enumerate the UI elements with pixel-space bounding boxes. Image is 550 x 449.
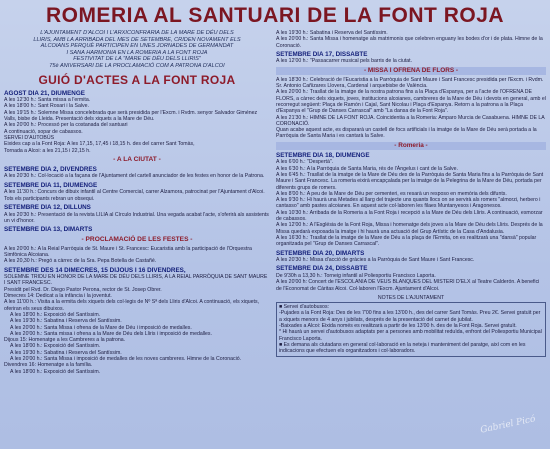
- event-line: A les 18'30 h.: Celebració de l'Eucaristia a la Parròquia de Sant Maure i Sant Francesc presidida per l'Excm. i Rvdm. Sr. Antonio Cañizares Llovera, Cardenal i arquebisbe de València.: [276, 76, 544, 90]
- section-heading: - Romeria -: [276, 142, 546, 150]
- event-line: A les 6'30 h.: A la Parròquia de Santa Maria, rés de l'Àngelus i cant de la Salve.: [276, 165, 458, 172]
- section-heading: - PROCLAMACIÓ DE LES FESTES -: [81, 235, 193, 243]
- intro-line: 75è ANIVERSARI DE LA PROCLAMACIÓ COM A PATRONA D'ALCOI: [49, 62, 225, 69]
- date-heading: SETEMBRE DIA 2, DIVENDRES: [4, 165, 97, 173]
- event-line: Eixides cap a la Font Roja: A les 17,15, 17,45 i 18,15 h. des del carrer Sant Tomàs,: [4, 141, 195, 148]
- event-line: A les 18'00 h.: Sant Rosari i la Salve.: [4, 103, 89, 110]
- event-line: A les 18'00 h.: Exposició del Santíssim.: [10, 343, 101, 350]
- event-line: Presidit pel Rvd. Dr. Diego Pastor Perona, rector de St. Josep Obrer.: [4, 286, 162, 293]
- event-line: Divendres 16: Homenatge a la família.: [4, 362, 93, 369]
- date-heading: SETEMBRE DIA 17, DISSABTE: [276, 50, 368, 58]
- event-line: A les 8'00 h.: A peu de la Mare de Déu per cementeri, es resarà un resposo en memòria dels difunts.: [276, 190, 507, 197]
- event-line: A les 19'30 h.: Sabatina i Reserva del Santíssim.: [10, 318, 122, 325]
- event-line: A les 19'30 h.: Sabatina i Reserva del Santíssim.: [10, 349, 122, 356]
- date-heading: AGOST DIA 21, DIUMENGE: [4, 89, 85, 97]
- event-line: A les 12'00 h.: "Passacarrer musical pels barris de la ciutat.: [276, 58, 413, 65]
- event-line: A les 20'00 h.: A la Reial Parròquia de St. Maure i St. Francesc: Eucaristia amb la participació de l'Orquestra Simfònica Alcoiana.: [4, 245, 252, 258]
- event-line: Tornada a Alcoi: a les 21,15 i 22,15 h.: [4, 147, 91, 154]
- event-line: A les 10'30 h.: Arribada de la Romeria a la Font Roja i recepció a la Mare de Déu dels Lliris. A continuació, esmorzar de cabassos.: [276, 209, 543, 223]
- notes-box: [276, 302, 546, 356]
- event-line: Dimecres 14: Dedicat a la infància i la joventut.: [4, 293, 112, 300]
- notes-heading: NOTES DE L'AJUNTAMENT: [377, 294, 445, 301]
- intro-line: FESTIVITAT DE LA "MARE DE DÉU DELS LLIRIS": [73, 56, 201, 63]
- event-line: A les 20'00 h.: Santa Missa i homenatge als matrimonis que celebren enguany les bodes d'or i de plata. Himne de la Coronació.: [276, 36, 543, 49]
- event-line: A les 20'00 h: Concert de l'ESCOLANIA DE VEUS BLANQUES DEL MISTERI D'ELX al Teatre Calderón. A benefici de l'Economat de Càritas Alcoi. Col·laboren l'Excm. Ajuntament d'Alcoi.: [276, 279, 540, 292]
- intro-text: [4, 30, 270, 70]
- intro-line: I SANA HARMONIA EN LA ROMERIA A LA FONT ROJA: [66, 49, 208, 56]
- event-line: A les 11'30 h.: Concurs de dibuix infantil al Centre Comercial, carrer Alzamora, patrocinat per l'Ajuntament d'Alcoi. Tots els participants rebran un obsequi.: [4, 189, 265, 202]
- event-line: A les 20'00 h.: Santa Missa i ofrena de la Mare de Déu i imposició de medalles.: [10, 324, 192, 331]
- right-column: [276, 30, 546, 357]
- event-line: A les 9'30 h.: Hi haurà una Metades al llarg del trajecte uns quants llocs on se servirà als romers "almorzi, herbero i cantasso" amb pastes alcoianes. En aquest acte col·laboren les filaes Muntanyesos i Aragonesos.: [276, 197, 541, 210]
- program-heading: GUIÓ D'ACTES A LA FONT ROJA: [38, 72, 236, 87]
- event-line: A les 12'30 h.: Santa missa a l'ermita.: [4, 97, 91, 104]
- event-line: Dijous 15: Homenatge a les Cambreres a la patrona.: [4, 337, 126, 344]
- section-heading: - MISSA I OFRENA DE FLORS -: [276, 67, 546, 75]
- note-line: -Baixades a Alcoi: Eixida només es realitzarà a partir de les 13'00 h. des de la Font Roja. Servei gratuït.: [279, 323, 517, 330]
- note-line: * Hi haurà un servei d'autobusos adaptats per a persones amb mobilitat reduïda, enfront del Poliesportiu Municipal Francisco Laporta.: [279, 329, 542, 342]
- date-heading: SETEMBRE DES 14 DIMECRES, 15 DIJOUS I 16 DIVENDRES,: [4, 266, 186, 274]
- intro-line: ALCOIANS PERQUÈ PARTICIPEN EN UNES JORNADES DE GERMANDAT: [40, 43, 234, 50]
- event-line: A les 16'30 h.: Trasllat de la imatge de la Mare de Déu a la plaça de l'Ermita, on es realitzarà una "dansà" popular organitzada pel "Grup de Danses Carrascal".: [276, 234, 537, 248]
- event-line: A les 20'00 h.: Trasllat de la imatge de la nostra patrona fins a la Plaça d'Espanya, per a l'acte de l'OFRENA DE FLORS, a càrrec dels xiquets, joves, institucions alcoianes, cambreres de la Mare de Déu i devots en general, amb el recorregut següent: Plaça de Ramón i Cajal, Sant Nicolau i Plaça d'Espanya. Retorn a la patrona a la Plaça d'Espanya el "Grup de Danses Carrascal" amb "La dansa de la Font Roja".: [276, 89, 546, 115]
- date-heading: SETEMBRE DIA 20, DIMARTS: [276, 249, 365, 257]
- date-heading: SETEMBRE DIA 11, DIUMENGE: [4, 181, 98, 189]
- event-line: A les 11'00 h.: Visita a la ermita dels xiquets dels col·legis de Nº Sª dels Lliris d'Alcoi. A continuació, els xiquets, oferiran els seus dibuixos.: [4, 299, 260, 312]
- intro-line: LLIRIS, AMB LA ARRIBADA DEL MES DE SETEMBRE, CRIDEN NOVAMENT ELS: [33, 36, 241, 43]
- event-line: De 9'30h a 13,30 h.: Torneig infantil al Poliesportiu Francisco Laporta.: [276, 272, 436, 279]
- event-line: A les 20,30 h.: Pregó a càrrec de la Sra. Pepa Botella de Castañé.: [4, 258, 157, 265]
- event-line: A les 20'00 h.: Santa Missa i imposició de medalles de les noves cambreres. Himne de la Coronació.: [10, 356, 242, 363]
- left-events: [4, 90, 270, 375]
- note-line: ■ Servei d'autobusos:: [279, 304, 329, 311]
- page-title: ROMERIA AL SANTUARI DE LA FONT ROJA: [45, 4, 505, 27]
- left-column: [4, 30, 270, 375]
- event-line: SERVEI D'AUTOBÚS: [4, 134, 55, 141]
- event-line: A les 20'30 h.: Col·locació a la façana de l'Ajuntament del cartell anunciador de les festes en honor de la Patrona.: [4, 173, 265, 180]
- date-heading: SETEMBRE DIA 18, DIUMENGE: [276, 151, 370, 159]
- event-line: A les 20'30 h.: Presentació de la revista LILIA al Círculo Industrial. Una vegada acabat l'acte, s'oferirà als assistents un vi d'honor.: [4, 211, 269, 224]
- event-line: A les 6'00 h.: "Despertà".: [276, 159, 334, 166]
- section-heading: - A LA CIUTAT -: [113, 155, 161, 163]
- event-line: A les 6'45 h.: Trasllat de la imatge de la Mare de Déu des de la Parròquia de Santa Maria fins a la Parròquia de Sant Maure i Sant Francesc. La romeria eixirà encapçalada per la imatge de la Pelegrina de la Mare de Déu, portada per diferents grups de romers.: [276, 171, 544, 191]
- event-line: A les 18'00 h.: Exposició del Santíssim.: [10, 311, 101, 318]
- event-line: A les 21'30 h.: HIMNE DE LA FONT ROJA. Coincidentia a la Romeria: Amparo Murcia de Casabuena. HIMNE DE LA CORONACIÓ.: [276, 114, 545, 127]
- event-line: A les 20'00 h.: Processó per la costanada del santuari: [4, 122, 128, 129]
- event-line: A les 19'15 h.: Solemne Missa concelebrada que serà presidida per l'Excm. i Rvdm. senyor Salvador Giménez Valls, bisbe de Lleida. Presentació dels xiquets a la Mare de Déu.: [4, 109, 258, 123]
- event-line: A continuació, sopar de cabassos.: [4, 128, 83, 135]
- event-line: A les 20'30 h.: Missa d'acció de gràcies a la Parròquia de Sant Maure i Sant Francesc.: [276, 257, 475, 264]
- event-line: A les 18'00 h.: Exposició del Santíssim.: [10, 368, 101, 375]
- note-line: -Pujades a la Font Roja: Des de les 7'00 fins a les 13'00 h., des del carrer Sant Tomàs. Preu 2€. Servei gratuït per a xiquets menors de 4 anys i jubilats, després de la presentació del carnet de jubilat.: [279, 310, 541, 323]
- date-heading: SETEMBRE DIA 12, DILLUNS: [4, 203, 91, 211]
- date-heading: SETEMBRE DIA 24, DISSABTE: [276, 265, 368, 273]
- event-line: Quan acabe aquest acte, es dispararà un castell de focs artificials i la imatge de la Mare de Déu serà portada a la Parròquia de Santa Maria i es cantarà la Salve.: [276, 127, 537, 140]
- note-line: ■ Es demana als ciutadans en general col·laboració en la neteja i manteniment del paratge, així com en les indicacions que efectuen els organitzadors i col·laboradors.: [279, 341, 526, 355]
- signature: Gabriel Picó: [479, 414, 537, 436]
- event-line: A les 20'00 h.: Santa missa i ofrena a la Mare de Déu dels Lliris i imposició de medalles.: [10, 330, 212, 337]
- event-line: A les 19'30 h.: Sabatina i Reserva del Santíssim.: [276, 30, 388, 36]
- intro-line: L'AJUNTAMENT D'ALCOI I L'ARXICONFRARIA DE LA MARE DE DÉU DELS: [40, 30, 234, 36]
- event-line: SOLEMNE TRIDU EN HONOR DE LA MARE DE DÉU DELS LLIRIS, A LA REIAL PARRÒQUIA DE SANT MAURE I SANT FRANCESC.: [4, 274, 268, 287]
- date-heading: SETEMBRE DIA 13, DIMARTS: [4, 226, 93, 234]
- right-events: [276, 30, 546, 292]
- event-line: A les 12'00 h.: A l'Església de la Font Roja, Missa i homenatge dels joves a la Mare de Déu dels Lliris. Després de la Missa quedarà exposada la imatge i hi haurà una actuació del Grup Artístic de la Casa d'Andalusia.: [276, 222, 543, 235]
